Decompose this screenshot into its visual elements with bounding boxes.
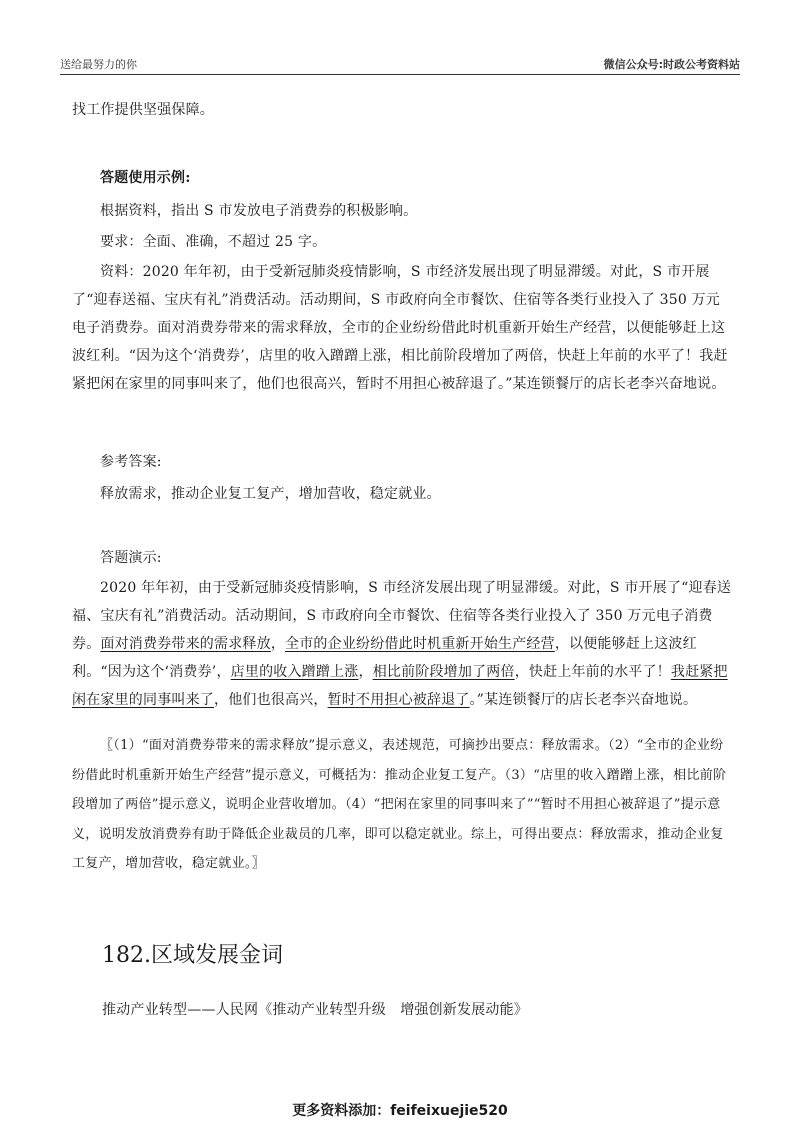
demo-seg-underlined: 暂时不用担心被辞退了 — [327, 692, 470, 708]
header-source: 微信公众号:时政公考资料站 — [603, 58, 740, 71]
answer-heading: 参考答案: — [100, 454, 162, 470]
demo-seg: ，以便能够赶上这波红利。“因为这个‘消费券’， — [72, 636, 697, 680]
demo-seg: 2020 年年初，由于受新冠肺炎疫情影响，S 市经济发展出现了明显滞缓。对此，S 市开展了“迎春送福、宝庆有礼”消费活动。活动期间，S 市政府向全市餐饮、住宿等各类行业投入了 350 万元电子消费券。 — [72, 580, 732, 652]
demo-seg: ，他们也很高兴， — [214, 692, 328, 708]
demo-seg-underlined: 面对消费券带来的需求释放 — [100, 636, 271, 652]
page-header — [60, 52, 740, 75]
intro-line: 找工作提供坚强保障。 — [72, 102, 214, 118]
answer-text: 释放需求，推动企业复工复产，增加营收，稳定就业。 — [100, 486, 441, 502]
demo-seg: ， — [358, 664, 373, 680]
section-line: 推动产业转型——人民网《推动产业转型升级 增强创新发展动能》 — [102, 1002, 528, 1018]
example-heading: 答题使用示例: — [100, 170, 191, 186]
demo-seg-underlined: 店里的收入蹭蹭上涨 — [230, 664, 359, 680]
demo-seg-underlined: 全市的企业纷纷借此时机重新开始生产经营 — [285, 636, 555, 652]
section-title: 182.区域发展金词 — [102, 943, 283, 968]
demo-seg-underlined: 相比前阶段增加了两倍 — [372, 664, 515, 680]
example-material: 资料：2020 年年初，由于受新冠肺炎疫情影响，S 市经济发展出现了明显滞缓。对此，S 市开展了“迎春送福、宝庆有礼”消费活动。活动期间，S 市政府向全市餐饮、住宿等各类行业投入了 350 万元电子消费券。面对消费券带来的需求释放，全市的企业纷纷借此时机重新开始生产经营，以便能够赶上这波红利。“因为这个‘消费券’，店里的收入蹭蹭上涨，相比前阶段增加了两倍，快赶上年前的水平了！我赶紧把闲在家里的同事叫来了，他们也很高兴，暂时不用担心被辞退了。”某连锁餐厅的店长老李兴奋地说。 — [72, 264, 728, 392]
demo-note: 〖（1）“面对消费券带来的需求释放”提示意义，表述规范，可摘抄出要点：释放需求。（2）“全市的企业纷纷借此时机重新开始生产经营”提示意义，可概括为：推动企业复工复产。（3）“店里的收入蹭蹭上涨，相比前阶段增加了两倍”提示意义，说明企业营收增加。（4）“把闲在家里的同事叫来了”“暂时不用担心被辞退了”提示意义，说明发放消费券有助于降低企业裁员的几率，即可以稳定就业。综上，可得出要点：释放需求，推动企业复工复产，增加营收，稳定就业。〗 — [72, 738, 727, 871]
header-slogan: 送给最努力的你 — [60, 58, 137, 71]
demo-seg: ，快赶上年前的水平了！ — [514, 664, 671, 680]
demo-paragraph — [72, 574, 732, 714]
demo-heading: 答题演示: — [100, 550, 162, 566]
demo-seg: ， — [270, 636, 286, 652]
example-question: 根据资料，指出 S 市发放电子消费券的积极影响。 — [100, 203, 418, 219]
example-requirement: 要求：全面、准确，不超过 25 字。 — [100, 234, 327, 250]
footer-contact: 更多资料添加：feifeixuejie520 — [292, 1103, 508, 1119]
demo-seg: 。”某连锁餐厅的店长老李兴奋地说。 — [469, 692, 698, 708]
demo-seg-underlined: 我赶紧把闲在家里的同事叫来了 — [72, 664, 728, 708]
